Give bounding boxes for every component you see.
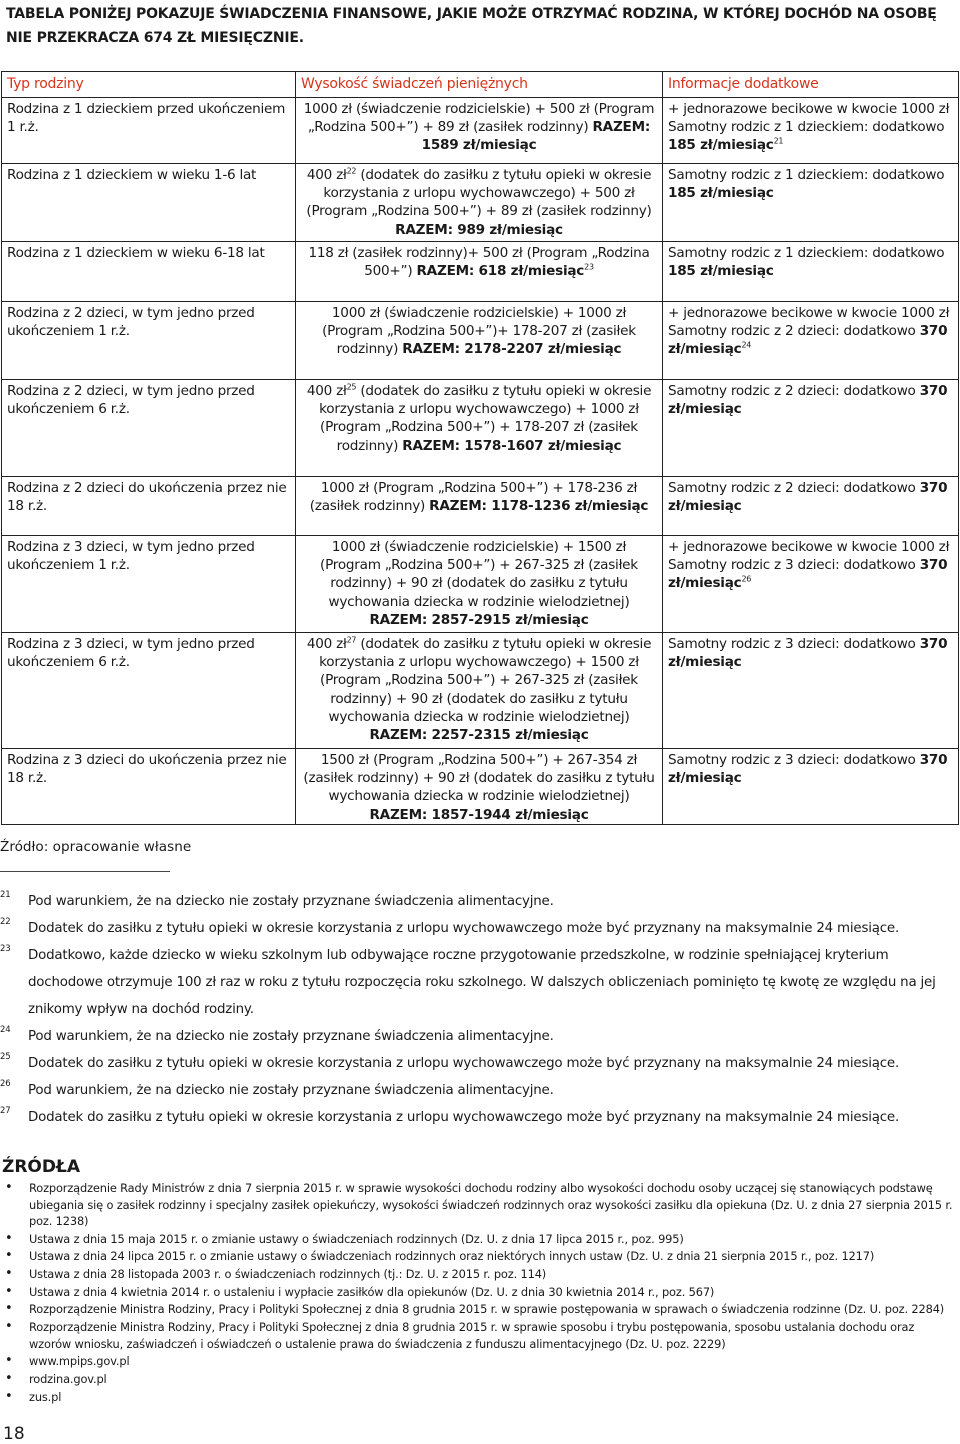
footnote-number: 25: [0, 1052, 11, 1062]
header-family-type: Typ rodziny: [2, 72, 296, 98]
benefit-total: RAZEM: 2178-2207 zł/miesiąc: [402, 341, 622, 358]
family-type-cell: Rodzina z 2 dzieci, w tym jedno przed ukończeniem 1 r.ż.: [2, 302, 296, 380]
footnotes: [0, 888, 958, 1131]
family-type-cell: Rodzina z 3 dzieci, w tym jedno przed ukończeniem 1 r.ż.: [2, 536, 296, 633]
benefit-cell: [296, 302, 663, 380]
benefit-text: 400 zł: [306, 167, 347, 183]
benefit-total: RAZEM: 1589 zł/miesiąc: [421, 119, 651, 154]
benefit-text-cont: (dodatek do zasiłku z tytułu opieki w okresie korzystania z urlopu wychowawczego) + 1500 zł (Program „Rodzina 500+”) + 267-325 zł (zasiłek rodzinny) + 90 zł (dodatek do zasiłku z tytułu wychowania dziecka w rodzinie wielodzietnej): [319, 636, 652, 725]
table-row: [2, 98, 959, 164]
benefit-text: 1000 zł (Program „Rodzina 500+”) + 178-236 zł (zasiłek rodzinny): [309, 480, 638, 515]
list-item: • Rozporządzenie Ministra Rodziny, Pracy i Polityki Społecznej z dnia 8 grudnia 2015 r. w sprawie sposobu i trybu postępowania, sposobu ustalania dochodu oraz wzorów wniosku, zaświadczeń i oświadczeń o ustalenie prawa do świadczenia z funduszu alimentacyjnego (Dz. U. poz. 2229): [0, 1319, 958, 1352]
benefit-total: RAZEM: 989 zł/miesiąc: [395, 221, 563, 238]
benefit-cell: [296, 98, 663, 164]
list-item: • zus.pl: [0, 1389, 958, 1406]
footnote: [0, 942, 958, 1023]
footnote-text: Dodatek do zasiłku z tytułu opieki w okresie korzystania z urlopu wychowawczego może być przyznany na maksymalnie 24 miesiące.: [28, 1110, 900, 1125]
benefit-text: 1000 zł (świadczenie rodzicielskie) + 1500 zł (Program „Rodzina 500+”) + 267-325 zł (zasiłek rodzinny) + 90 zł (dodatek do zasiłku z tytułu wychowania dziecka w rodzinie wielodzietnej): [320, 539, 638, 610]
benefit-total: RAZEM: 1578-1607 zł/miesiąc: [402, 437, 622, 454]
list-item: • www.mpips.gov.pl: [0, 1353, 958, 1370]
footnote: [0, 1104, 958, 1131]
info-text: Samotny rodzic z 1 dzieckiem: dodatkowo: [668, 245, 945, 261]
benefit-total: RAZEM: 2257-2315 zł/miesiąc: [369, 727, 589, 744]
info-cell: [663, 477, 959, 536]
footnote-ref: 23: [584, 262, 594, 272]
sources-list: [0, 1180, 958, 1406]
info-cell: [663, 536, 959, 633]
benefit-text: 1500 zł (Program „Rodzina 500+”) + 267-354 zł (zasiłek rodzinny) + 90 zł (dodatek do zasiłku z tytułu wychowania dziecka w rodzinie wielodzietnej): [303, 752, 655, 805]
info-amount: 370 zł/miesiąc: [668, 752, 948, 787]
footnote-number: 23: [0, 944, 11, 954]
footnote-divider: [0, 871, 170, 872]
table-row: [2, 633, 959, 749]
footnote-text: Dodatkowo, każde dziecko w wieku szkolnym lub odbywające roczne przygotowanie przedszkolne, w rodzinie spełniającej kryterium dochodowe otrzymuje 100 zł raz w roku z tytułu rozpoczęcia roku szkolnego. W dalszych obliczeniach pominięto tę kwotę ze względu na jej znikomy wpływ na dochód rodziny.: [28, 948, 936, 1017]
info-text: Samotny rodzic z 1 dzieckiem: dodatkowo: [668, 167, 945, 183]
benefit-cell: [296, 633, 663, 749]
footnote-text: Pod warunkiem, że na dziecko nie zostały przyznane świadczenia alimentacyjne.: [28, 1083, 554, 1098]
family-type-cell: Rodzina z 2 dzieci, w tym jedno przed ukończeniem 6 r.ż.: [2, 380, 296, 477]
info-text: + jednorazowe becikowe w kwocie 1000 zł Samotny rodzic z 3 dzieci: dodatkowo: [668, 539, 950, 574]
header-additional-info: Informacje dodatkowe: [663, 72, 959, 98]
footnote-text: Dodatek do zasiłku z tytułu opieki w okresie korzystania z urlopu wychowawczego może być przyznany na maksymalnie 24 miesiące.: [28, 1056, 900, 1071]
footnote-ref: 25: [346, 382, 357, 392]
benefit-text: 118 zł (zasiłek rodzinny)+ 500 zł (Program „Rodzina 500+”): [308, 245, 650, 280]
footnote: [0, 1050, 958, 1077]
benefit-cell: [296, 477, 663, 536]
info-cell: [663, 749, 959, 825]
footnote: [0, 888, 958, 915]
footnote: [0, 1077, 958, 1104]
family-type-cell: Rodzina z 3 dzieci do ukończenia przez nie 18 r.ż.: [2, 749, 296, 825]
benefits-table: [1, 71, 959, 825]
info-cell: [663, 98, 959, 164]
footnote: [0, 1023, 958, 1050]
benefit-text: 400 zł: [306, 636, 347, 652]
sources-title: ŹRÓDŁA: [2, 1157, 81, 1177]
footnote-number: 22: [0, 917, 11, 927]
footnote-ref: 22: [346, 166, 357, 176]
info-cell: [663, 380, 959, 477]
family-type-cell: Rodzina z 3 dzieci, w tym jedno przed ukończeniem 6 r.ż.: [2, 633, 296, 749]
benefit-text-cont: (dodatek do zasiłku z tytułu opieki w okresie korzystania z urlopu wychowawczego) + 1000 zł (Program „Rodzina 500+”) + 178-207 zł (zasiłek rodzinny): [319, 383, 652, 454]
info-amount: 185 zł/miesiąc: [668, 185, 774, 202]
list-item: • Ustawa z dnia 28 listopada 2003 r. o świadczeniach rodzinnych (tj.: Dz. U. z 2015 r. poz. 114): [0, 1266, 958, 1283]
family-type-cell: Rodzina z 1 dzieckiem w wieku 6-18 lat: [2, 242, 296, 302]
footnote-number: 26: [0, 1079, 11, 1089]
footnote-ref: 21: [773, 136, 784, 146]
benefit-total: RAZEM: 1857-1944 zł/miesiąc: [369, 806, 589, 823]
info-amount: 370 zł/miesiąc: [668, 323, 948, 358]
footnote-text: Pod warunkiem, że na dziecko nie zostały przyznane świadczenia alimentacyjne.: [28, 894, 554, 909]
footnote: [0, 915, 958, 942]
info-amount: 370 zł/miesiąc: [668, 557, 948, 592]
info-text: + jednorazowe becikowe w kwocie 1000 zł Samotny rodzic z 1 dzieckiem: dodatkowo: [668, 101, 950, 136]
benefit-text: 1000 zł (świadczenie rodzicielskie) + 500 zł (Program „Rodzina 500+”) + 89 zł (zasiłek rodzinny): [303, 101, 655, 136]
info-amount: 370 zł/miesiąc: [668, 636, 948, 671]
table-row: [2, 380, 959, 477]
benefit-cell: [296, 380, 663, 477]
info-cell: [663, 302, 959, 380]
list-item: • Ustawa z dnia 24 lipca 2015 r. o zmianie ustawy o świadczeniach rodzinnych oraz niektórych innych ustaw (Dz. U. z dnia 21 sierpnia 2015 r., poz. 1217): [0, 1248, 958, 1265]
table-row: [2, 536, 959, 633]
family-type-cell: Rodzina z 1 dzieckiem przed ukończeniem 1 r.ż.: [2, 98, 296, 164]
footnote-ref: 24: [741, 340, 752, 350]
info-text: Samotny rodzic z 2 dzieci: dodatkowo: [668, 383, 916, 399]
benefit-cell: [296, 749, 663, 825]
benefit-text: 1000 zł (świadczenie rodzicielskie) + 1000 zł (Program „Rodzina 500+”)+ 178-207 zł (zasiłek rodzinny): [322, 305, 636, 358]
table-row: [2, 164, 959, 242]
table-header-row: [2, 72, 959, 98]
info-cell: [663, 242, 959, 302]
benefit-cell: [296, 536, 663, 633]
info-amount: 185 zł/miesiąc: [668, 263, 774, 280]
list-item: • Rozporządzenie Ministra Rodziny, Pracy i Polityki Społecznej z dnia 8 grudnia 2015 r. w sprawie postępowania w sprawach o świadczenia rodzinne (Dz. U. poz. 2284): [0, 1301, 958, 1318]
list-item: • Ustawa z dnia 15 maja 2015 r. o zmianie ustawy o świadczeniach rodzinnych (Dz. U. z dnia 17 lipca 2015 r., poz. 995): [0, 1231, 958, 1248]
footnote-number: 21: [0, 890, 11, 900]
footnote-number: 27: [0, 1106, 11, 1116]
footnote-ref: 27: [346, 635, 357, 645]
info-cell: [663, 633, 959, 749]
table-row: [2, 302, 959, 380]
table-row: [2, 242, 959, 302]
info-text: Samotny rodzic z 3 dzieci: dodatkowo: [668, 752, 916, 768]
info-text: + jednorazowe becikowe w kwocie 1000 zł Samotny rodzic z 2 dzieci: dodatkowo: [668, 305, 950, 340]
footnote-number: 24: [0, 1025, 11, 1035]
info-amount: 370 zł/miesiąc: [668, 480, 948, 515]
benefit-cell: [296, 242, 663, 302]
benefit-total: RAZEM: 618 zł/miesiąc: [416, 263, 585, 280]
info-text: Samotny rodzic z 2 dzieci: dodatkowo: [668, 480, 916, 496]
table-source: Źródło: opracowanie własne: [0, 839, 192, 855]
table-row: [2, 749, 959, 825]
list-item: • Rozporządzenie Rady Ministrów z dnia 7 sierpnia 2015 r. w sprawie wysokości dochodu rodziny albo wysokości dochodu osoby uczącej się stanowiących podstawę ubiegania się o zasiłek rodzinny i specjalny zasiłek opiekuńczy, wysokości świadczeń rodzinnych oraz wysokości zasiłku dla opiekuna (Dz. U. z dnia 27 sierpnia 2015 r. poz. 1238): [0, 1180, 958, 1230]
benefit-cell: [296, 164, 663, 242]
info-cell: [663, 164, 959, 242]
page-heading: TABELA PONIŻEJ POKAZUJE ŚWIADCZENIA FINANSOWE, JAKIE MOŻE OTRZYMAĆ RODZINA, W KTÓREJ DOCHÓD NA OSOBĘ NIE PRZEKRACZA 674 ZŁ MIESIĘCZNIE.: [6, 6, 937, 46]
info-amount: 370 zł/miesiąc: [668, 383, 948, 418]
list-item: • Ustawa z dnia 4 kwietnia 2014 r. o ustaleniu i wypłacie zasiłków dla opiekunów (Dz. U. z dnia 30 kwietnia 2014 r., poz. 567): [0, 1284, 958, 1301]
info-amount: 185 zł/miesiąc: [668, 137, 774, 154]
footnote-ref: 26: [741, 574, 752, 584]
header-benefit-amount: Wysokość świadczeń pieniężnych: [296, 72, 663, 98]
benefit-total: RAZEM: 2857-2915 zł/miesiąc: [369, 611, 589, 628]
family-type-cell: Rodzina z 2 dzieci do ukończenia przez nie 18 r.ż.: [2, 477, 296, 536]
footnote-text: Pod warunkiem, że na dziecko nie zostały przyznane świadczenia alimentacyjne.: [28, 1029, 554, 1044]
table-row: [2, 477, 959, 536]
footnote-text: Dodatek do zasiłku z tytułu opieki w okresie korzystania z urlopu wychowawczego może być przyznany na maksymalnie 24 miesiące.: [28, 921, 900, 936]
list-item: • rodzina.gov.pl: [0, 1371, 958, 1388]
info-text: Samotny rodzic z 3 dzieci: dodatkowo: [668, 636, 916, 652]
page-number: 18: [3, 1424, 25, 1444]
family-type-cell: Rodzina z 1 dzieckiem w wieku 1-6 lat: [2, 164, 296, 242]
benefit-total: RAZEM: 1178-1236 zł/miesiąc: [429, 498, 649, 515]
benefit-text: 400 zł: [306, 383, 347, 399]
benefit-text-cont: (dodatek do zasiłku z tytułu opieki w okresie korzystania z urlopu wychowawczego) + 500 zł (Program „Rodzina 500+”) + 89 zł (zasiłek rodzinny): [306, 167, 652, 220]
